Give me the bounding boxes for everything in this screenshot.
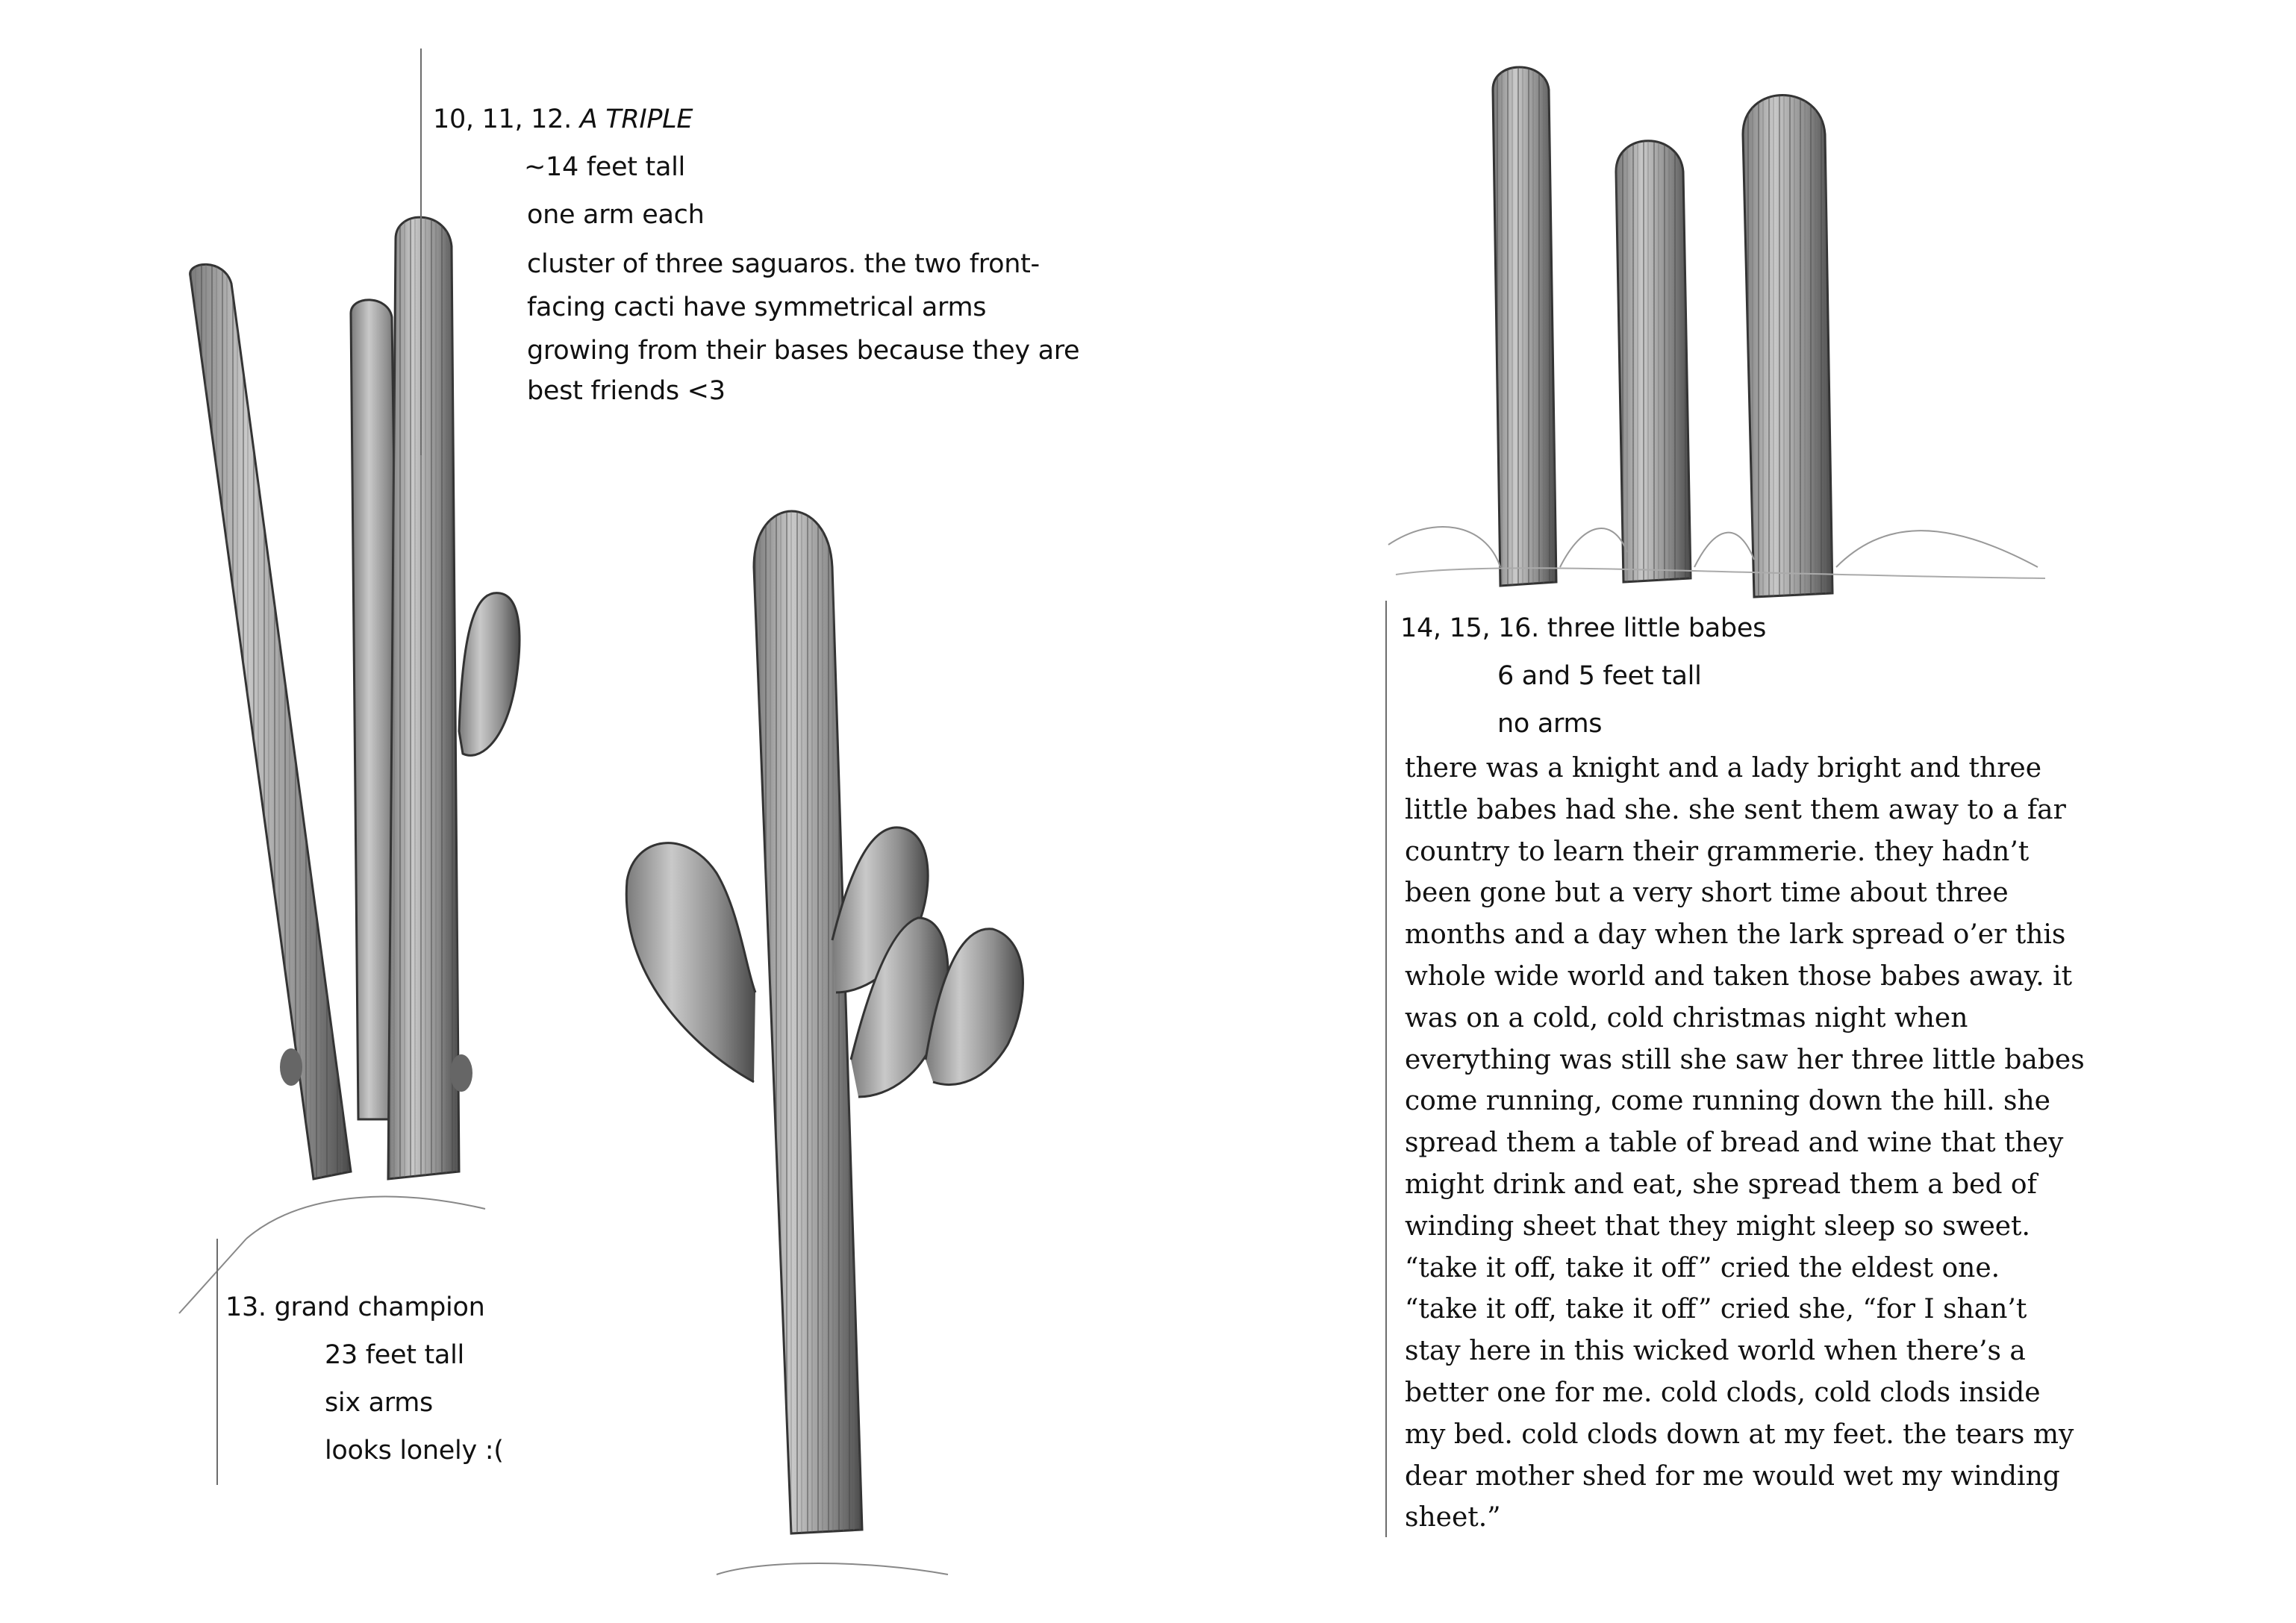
babes-height: 6 and 5 feet tall <box>1497 661 1702 691</box>
three-babes-saguaro-drawing <box>1388 67 2045 597</box>
story-line: there was a knight and a lady bright and three <box>1405 753 2042 784</box>
story-line: “take it off, take it off” cried the eldest one. <box>1405 1252 2000 1283</box>
triple-description-line: best friends <3 <box>527 376 726 406</box>
story-line: “take it off, take it off” cried she, “for I shan’t <box>1405 1294 2027 1325</box>
triple-heading-emphasis: A TRIPLE <box>579 104 693 134</box>
champion-heading: 13. grand champion <box>225 1292 485 1322</box>
babes-heading: 14, 15, 16. three little babes <box>1400 613 1767 643</box>
champion-arms: six arms <box>325 1388 433 1418</box>
ballad-text <box>1405 748 2091 1539</box>
story-line: months and a day when the lark spread o’er this <box>1405 919 2066 951</box>
story-line: stay here in this wicked world when there’s a <box>1405 1336 2026 1367</box>
champion-height: 23 feet tall <box>325 1340 464 1370</box>
triple-height: ~14 feet tall <box>524 152 685 182</box>
story-line: little babes had she. she sent them away to a far <box>1405 794 2066 825</box>
story-line: was on a cold, cold christmas night when <box>1405 1002 1968 1033</box>
story-line: country to learn their grammerie. they hadn’t <box>1405 836 2030 867</box>
triple-heading <box>433 104 693 134</box>
story-line: my bed. cold clods down at my feet. the tears my <box>1405 1419 2074 1450</box>
story-line: sheet.” <box>1405 1502 1501 1533</box>
triple-description-line: cluster of three saguaros. the two front- <box>527 249 1040 279</box>
triple-heading-numbers: 10, 11, 12. <box>433 104 580 134</box>
triple-description-line: facing cacti have symmetrical arms <box>527 293 987 322</box>
story-line: might drink and eat, she spread them a bed of <box>1405 1169 2037 1200</box>
story-line: come running, come running down the hill. she <box>1405 1086 2050 1117</box>
babes-arms: no arms <box>1497 709 1603 739</box>
triple-saguaro-drawing <box>179 217 520 1313</box>
champion-mood: looks lonely :( <box>325 1436 504 1466</box>
story-line: been gone but a very short time about three <box>1405 878 2009 909</box>
story-line: whole wide world and taken those babes away. it <box>1405 960 2073 992</box>
story-line: winding sheet that they might sleep so sweet. <box>1405 1210 2030 1242</box>
story-line: dear mother shed for me would wet my winding <box>1405 1460 2060 1492</box>
triple-description-line: growing from their bases because they are <box>527 336 1080 366</box>
champion-margin-rule <box>216 1239 218 1485</box>
triple-arms: one arm each <box>527 200 705 230</box>
babes-margin-rule <box>1385 601 1387 1537</box>
story-line: spread them a table of bread and wine that they <box>1405 1128 2064 1159</box>
grand-champion-saguaro-drawing <box>626 511 1023 1574</box>
story-line: better one for me. cold clods, cold clods inside <box>1405 1377 2041 1408</box>
story-line: everything was still she saw her three little babes <box>1405 1044 2085 1075</box>
triple-margin-rule <box>420 49 422 455</box>
